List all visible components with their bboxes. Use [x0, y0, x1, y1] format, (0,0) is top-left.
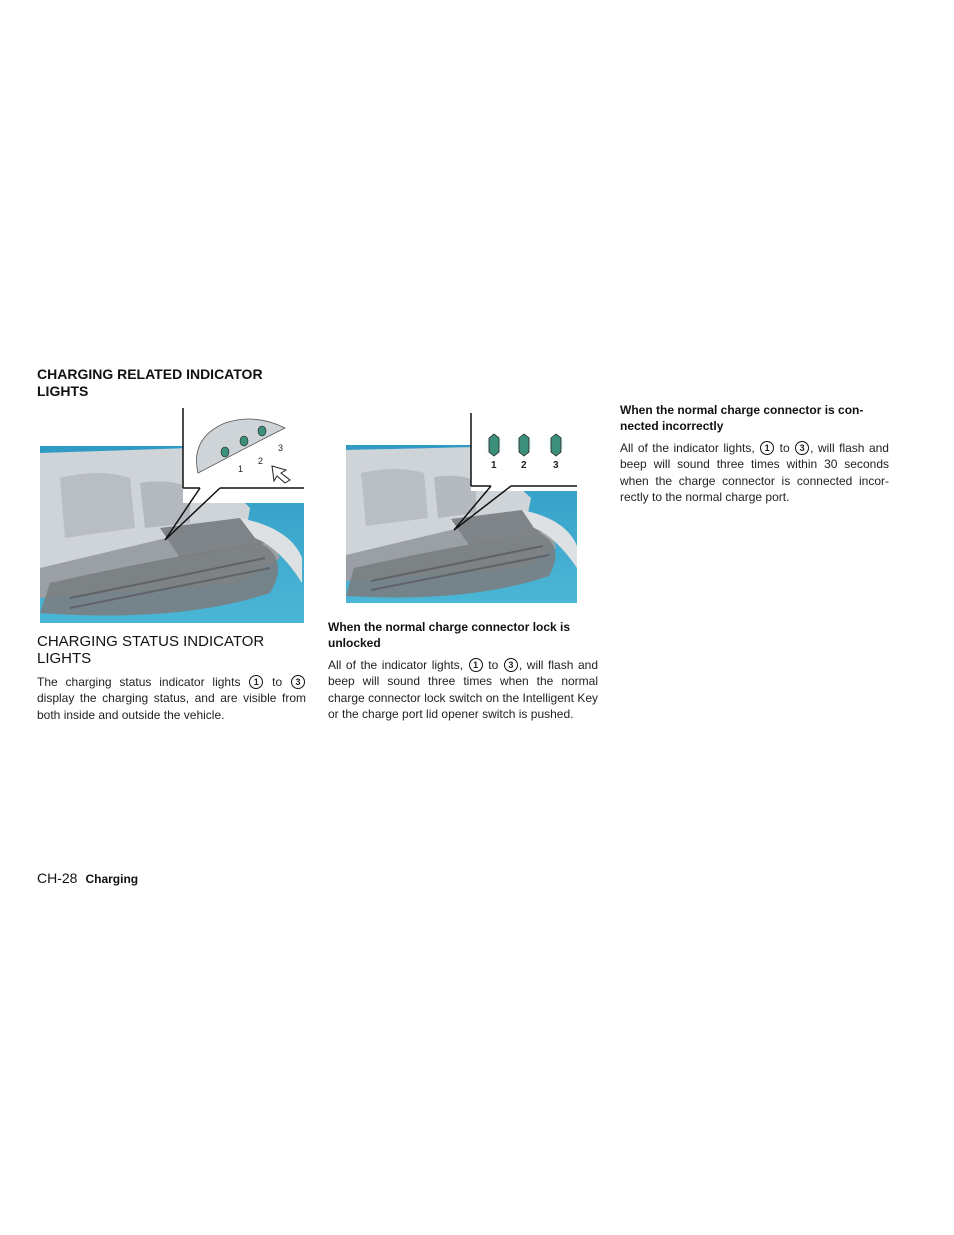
flashing-light-3-icon	[544, 433, 568, 457]
charging-status-paragraph: The charging status indicator lights 1 to 3 display the charging status, and are visible from both inside and outside the vehicle.	[37, 675, 306, 722]
subsection-title: CHARGING STATUS INDICATOR LIGHTS	[37, 633, 265, 667]
page-number: CH-28	[37, 870, 78, 886]
unlocked-heading: When the normal charge connector lock is unlocked	[328, 620, 571, 650]
fig2-label-2: 2	[521, 460, 527, 471]
chapter-name: Charging	[85, 872, 139, 886]
fig1-label-1: 1	[238, 464, 244, 474]
page-footer	[37, 870, 138, 886]
number-3-icon: 3	[291, 675, 305, 689]
fig2-label-3: 3	[553, 460, 559, 471]
flashing-light-1-icon	[482, 433, 506, 457]
number-1-icon: 1	[469, 658, 483, 672]
fig2-label-1: 1	[491, 460, 497, 471]
flashing-lights-illustration	[346, 413, 577, 603]
section-title: CHARGING RELATED INDICATOR LIGHTS	[37, 366, 263, 399]
fig1-label-2: 2	[258, 456, 264, 466]
indicator-lights-illustration	[40, 408, 304, 623]
incorrect-connection-heading: When the normal charge connector is con-nected incorrectly	[620, 403, 864, 433]
unlocked-paragraph: All of the indicator lights, 1 to 3 , will flash and beep will sound three times when the normal charge connector lock switch on the Intelligent Key or the charge port lid opener switch is pushed.	[328, 658, 598, 721]
number-3-icon: 3	[795, 441, 809, 455]
number-1-icon: 1	[760, 441, 774, 455]
number-3-icon: 3	[504, 658, 518, 672]
incorrect-connection-paragraph: All of the indicator lights, 1 to 3 , will flash and beep will sound three times within 30 seconds when the charge connector is connected incor-rectly to the normal charge port.	[620, 441, 889, 504]
fig1-label-3: 3	[278, 443, 284, 453]
flashing-light-2-icon	[512, 433, 536, 457]
number-1-icon: 1	[249, 675, 263, 689]
